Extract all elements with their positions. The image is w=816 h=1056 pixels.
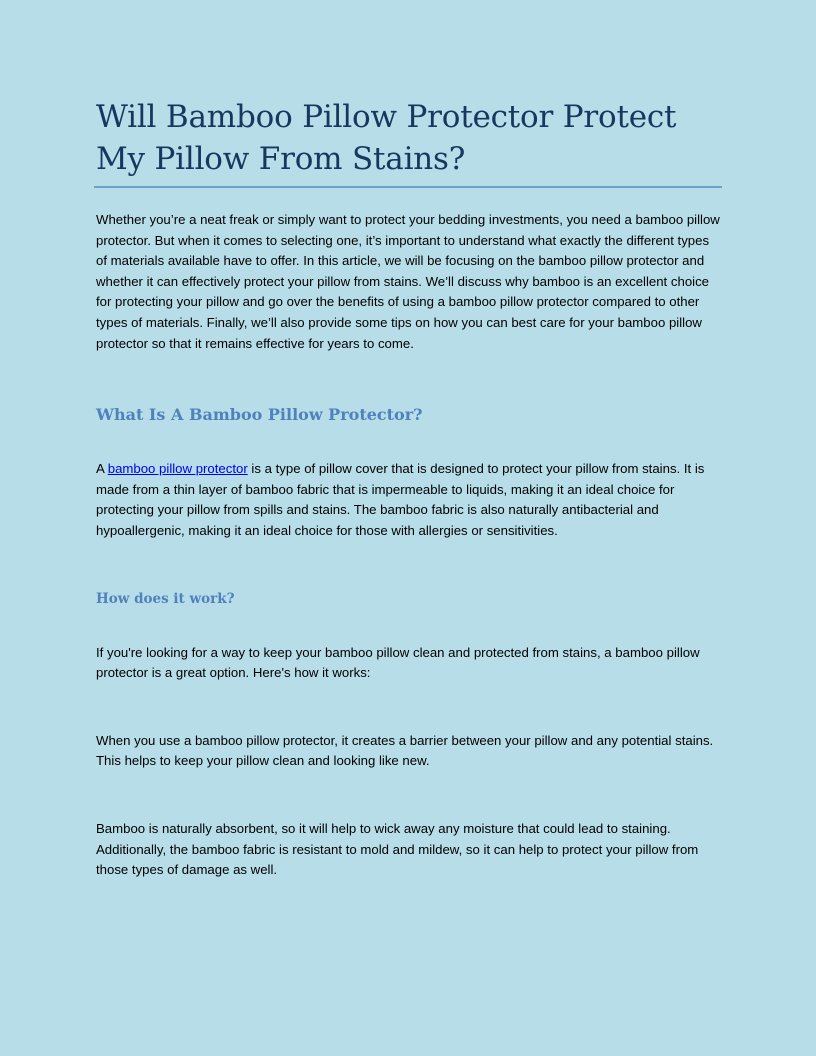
how-it-works-paragraph-1: If you're looking for a way to keep your bamboo pillow clean and protected from stains, a bamboo pillow protector is a great option. Here's how it works:: [96, 644, 700, 681]
how-it-works-paragraph-3: Bamboo is naturally absorbent, so it will help to wick away any moisture that could lead to staining. Additionally, the bamboo fabric is resistant to mold and mildew, so it can help to protect your pillow from those types of damage as well.: [96, 820, 699, 878]
section-what-is-paragraph: [96, 459, 722, 541]
intro-paragraph: Whether you’re a neat freak or simply want to protect your bedding investments, you need a bamboo pillow protector. But when it comes to selecting one, it’s important to understand what exactly the different types of materials available have to offer. In this article, we will be focusing on the bamboo pillow protector and whether it can effectively protect your pillow from stains. We’ll discuss why bamboo is an excellent choice for protecting your pillow and go over the benefits of using a bamboo pillow protector compared to other types of materials. Finally, we’ll also provide some tips on how you can best care for your bamboo pillow protector so that it remains effective for years to come.: [96, 212, 720, 351]
section-heading-how-it-works: How does it work?: [96, 590, 235, 607]
bamboo-pillow-protector-link[interactable]: bamboo pillow protector: [107, 461, 248, 477]
title-divider: [94, 186, 722, 188]
paragraph-prefix: A: [96, 461, 108, 477]
how-it-works-paragraph-2: When you use a bamboo pillow protector, it creates a barrier between your pillow and any potential stains. This helps to keep your pillow clean and looking like new.: [96, 732, 714, 769]
document-page: [96, 96, 722, 881]
paragraph-suffix: is a type of pillow cover that is designed to protect your pillow from stains. It is made from a thin layer of bamboo fabric that is impermeable to liquids, making it an ideal choice for protecting your pillow from spills and stains. The bamboo fabric is also naturally antibacterial and hypoallergenic, making it an ideal choice for those with allergies or sensitivities.: [96, 461, 705, 538]
section-heading-what-is: What Is A Bamboo Pillow Protector?: [96, 405, 423, 425]
document-title: Will Bamboo Pillow Protector Protect My Pillow From Stains?: [96, 99, 677, 177]
